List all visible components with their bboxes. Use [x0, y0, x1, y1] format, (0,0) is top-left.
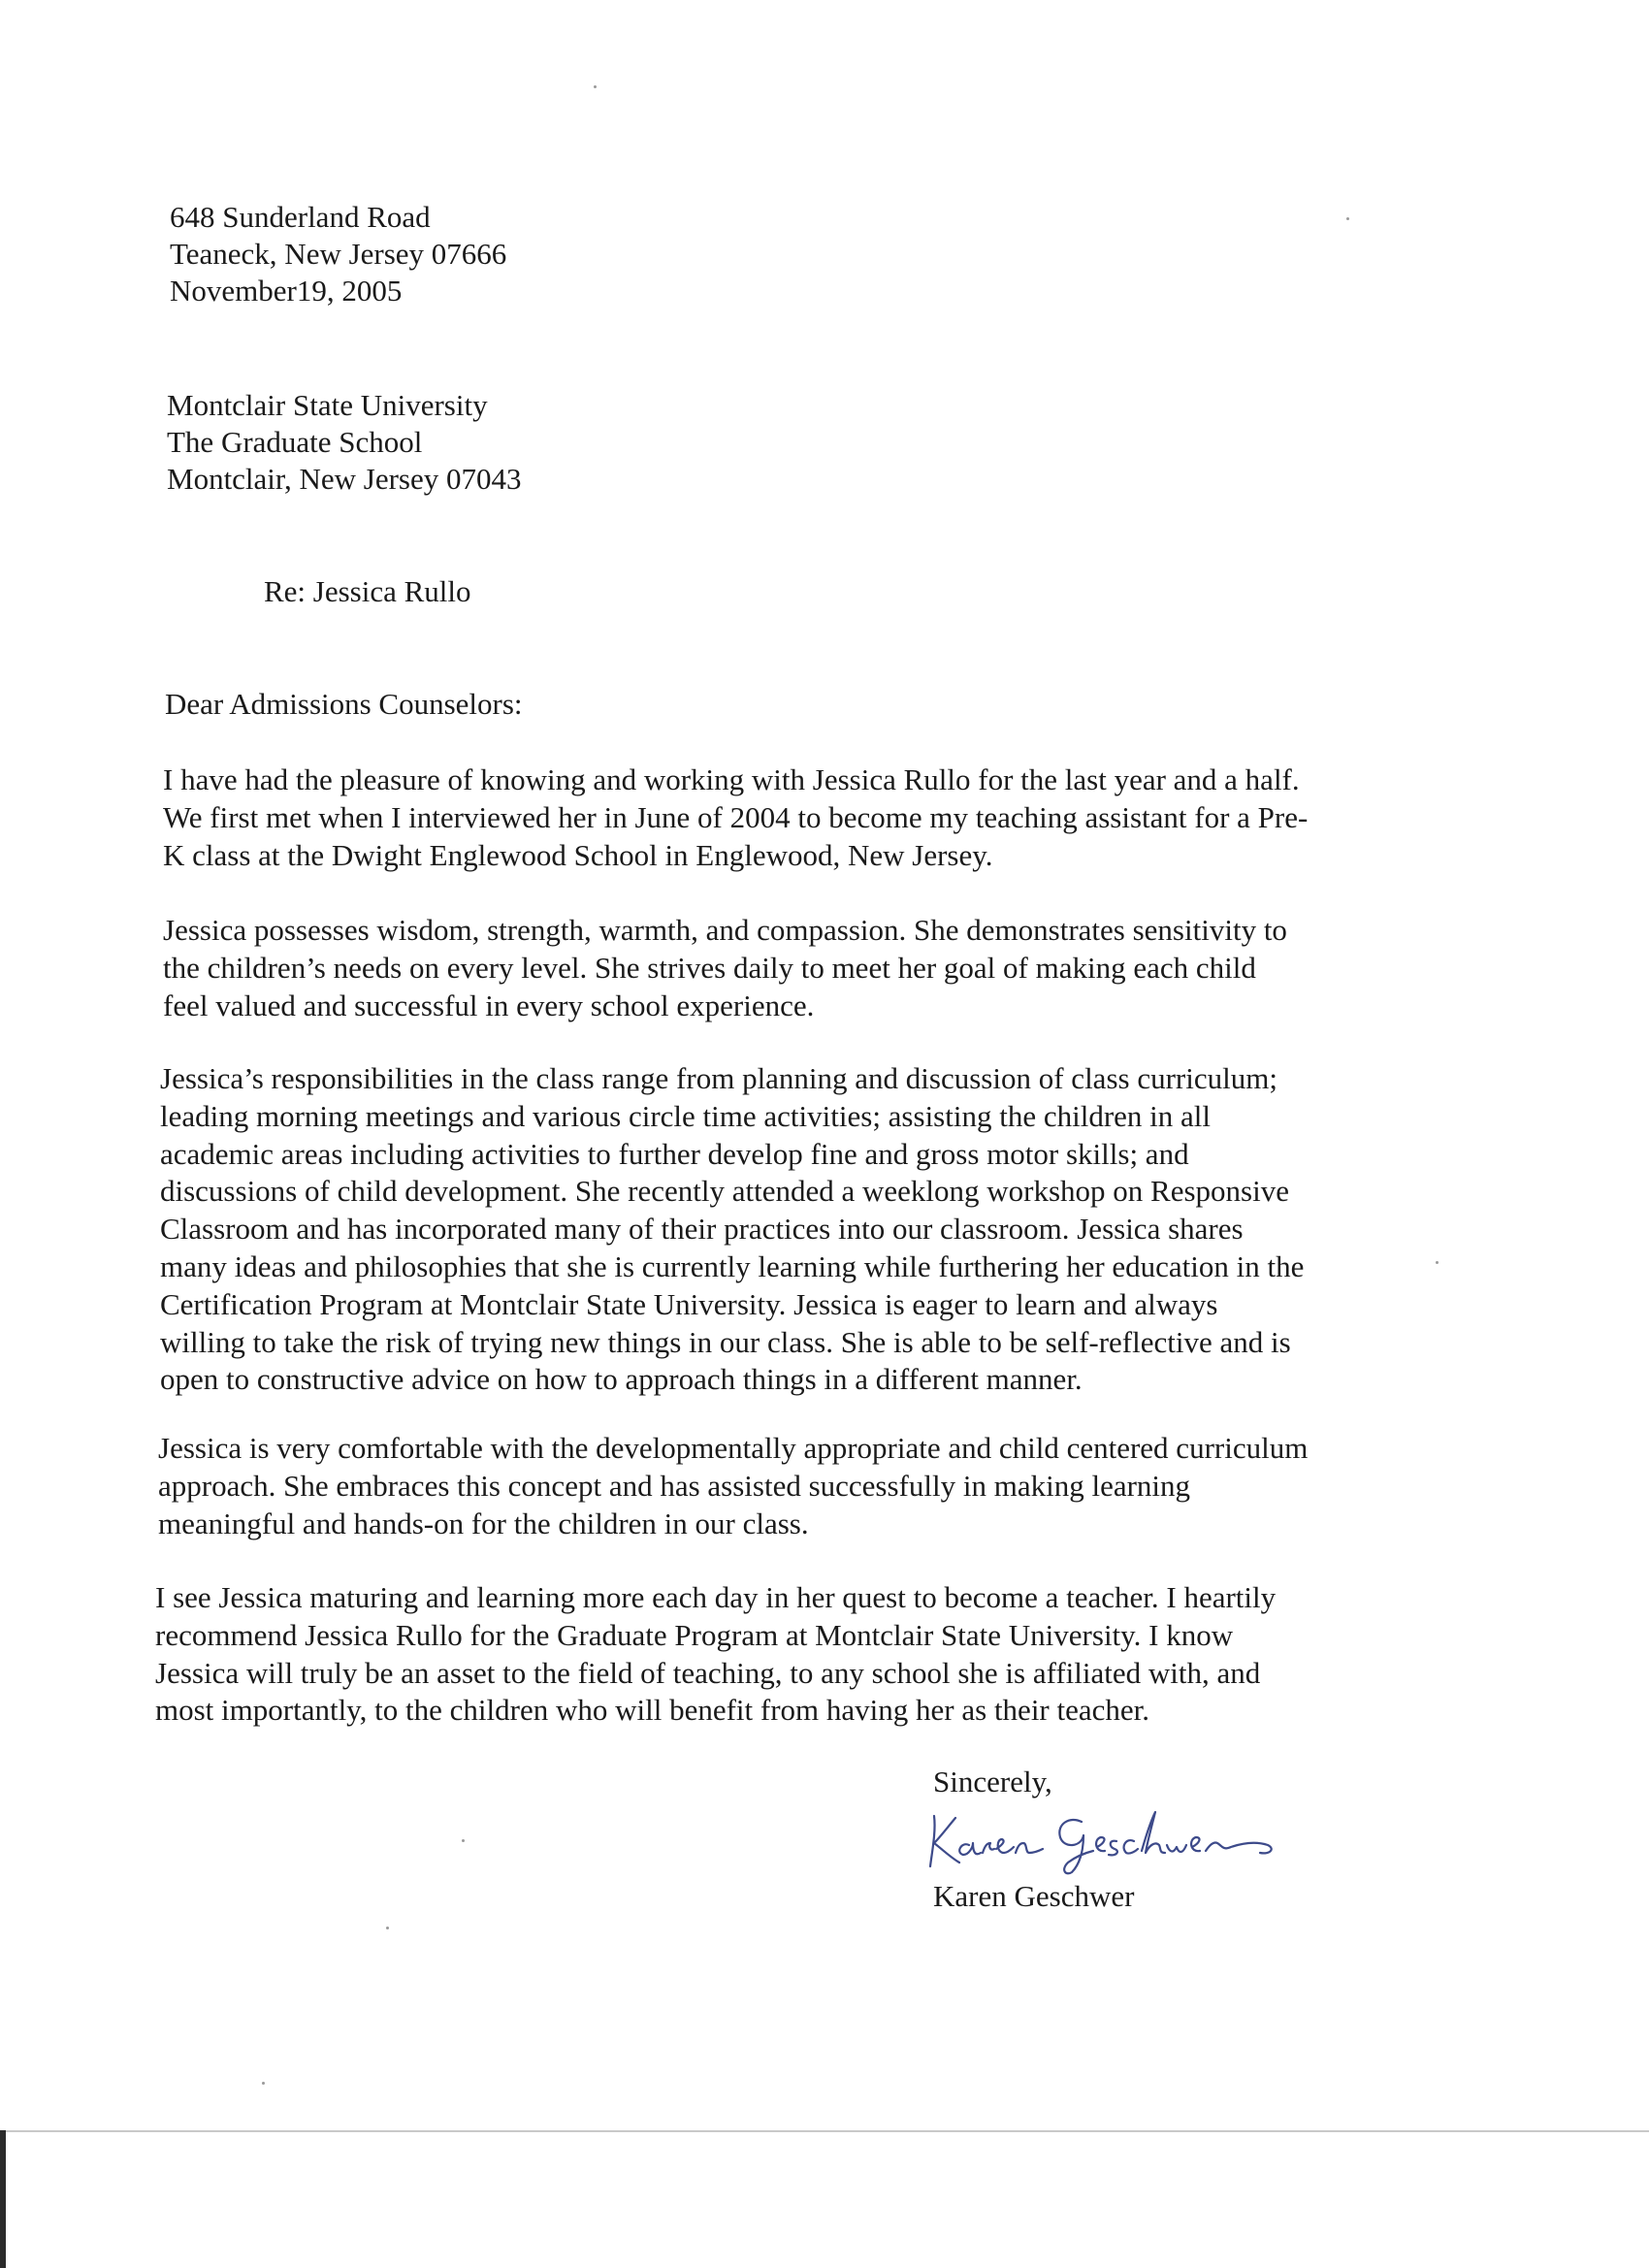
paragraph-3-line: Certification Program at Montclair State University. Jessica is eager to learn and always	[160, 1286, 1218, 1321]
scan-speck	[1346, 217, 1349, 220]
paragraph-3-line: leading morning meetings and various circle time activities; assisting the children in all	[160, 1098, 1212, 1133]
signer-name: Karen Geschwer	[933, 1879, 1135, 1913]
scan-speck	[1436, 1261, 1439, 1264]
paragraph-5	[155, 1579, 1276, 1730]
paragraph-2-line: the children’s needs on every level. She strives daily to meet her goal of making each child	[163, 950, 1256, 985]
scan-left-edge	[0, 2130, 6, 2268]
paragraph-1-line: I have had the pleasure of knowing and working with Jessica Rullo for the last year and a half.	[163, 762, 1300, 796]
paragraph-4-line: approach. She embraces this concept and has assisted successfully in making learning	[158, 1468, 1191, 1503]
paragraph-1-line: We first met when I interviewed her in June of 2004 to become my teaching assistant for a Pre-	[163, 799, 1309, 834]
salutation: Dear Admissions Counselors:	[165, 687, 523, 721]
paragraph-3-line: many ideas and philosophies that she is currently learning while furthering her education in the	[160, 1248, 1305, 1283]
paragraph-2-line: feel valued and successful in every school experience.	[163, 988, 815, 1022]
paragraph-2-line: Jessica possesses wisdom, strength, warmth, and compassion. She demonstrates sensitivity to	[163, 913, 1287, 947]
closing: Sincerely,	[933, 1765, 1052, 1798]
sender-city: Teaneck, New Jersey 07666	[170, 237, 507, 271]
paragraph-4	[158, 1430, 1308, 1542]
paragraph-1-line: K class at the Dwight Englewood School in Englewood, New Jersey.	[163, 837, 993, 872]
paragraph-3-line: Jessica’s responsibilities in the class range from planning and discussion of class curriculum;	[160, 1061, 1277, 1095]
recipient-department: The Graduate School	[167, 425, 423, 459]
subject-line: Re: Jessica Rullo	[264, 574, 471, 608]
paragraph-1	[163, 761, 1308, 874]
paragraph-3-line: academic areas including activities to further develop fine and gross motor skills; and	[160, 1136, 1189, 1171]
paragraph-3-line: Classroom and has incorporated many of their practices into our classroom. Jessica shares	[160, 1212, 1244, 1247]
scan-speck	[594, 85, 597, 88]
paragraph-5-line: most importantly, to the children who will benefit from having her as their teacher.	[155, 1693, 1150, 1728]
recipient-city: Montclair, New Jersey 07043	[167, 462, 522, 496]
recipient-name: Montclair State University	[167, 388, 488, 422]
paragraph-3-line: discussions of child development. She recently attended a weeklong workshop on Responsive	[160, 1174, 1289, 1209]
paragraph-2	[163, 912, 1287, 1024]
scan-speck	[386, 1927, 389, 1929]
paragraph-5-line: I see Jessica maturing and learning more each day in her quest to become a teacher. I heartily	[155, 1580, 1277, 1614]
signature-image	[926, 1802, 1305, 1880]
sender-street: 648 Sunderland Road	[170, 200, 431, 234]
paragraph-5-line: recommend Jessica Rullo for the Graduate Program at Montclair State University. I know	[155, 1617, 1234, 1652]
recipient-address	[167, 387, 522, 498]
paragraph-3	[160, 1060, 1304, 1399]
letter-date: November19, 2005	[170, 274, 403, 308]
paragraph-3-line: open to constructive advice on how to approach things in a different manner.	[160, 1362, 1083, 1397]
scan-bottom-edge	[0, 2130, 1649, 2132]
paragraph-4-line: Jessica is very comfortable with the developmentally appropriate and child centered curriculum	[158, 1431, 1309, 1465]
sender-address	[170, 199, 506, 309]
paragraph-5-line: Jessica will truly be an asset to the field of teaching, to any school she is affiliated with, and	[155, 1655, 1261, 1690]
scan-speck	[262, 2082, 265, 2085]
paragraph-4-line: meaningful and hands-on for the children in our class.	[158, 1506, 809, 1540]
scan-speck	[462, 1839, 465, 1842]
paragraph-3-line: willing to take the risk of trying new things in our class. She is able to be self-reflective and is	[160, 1324, 1291, 1359]
